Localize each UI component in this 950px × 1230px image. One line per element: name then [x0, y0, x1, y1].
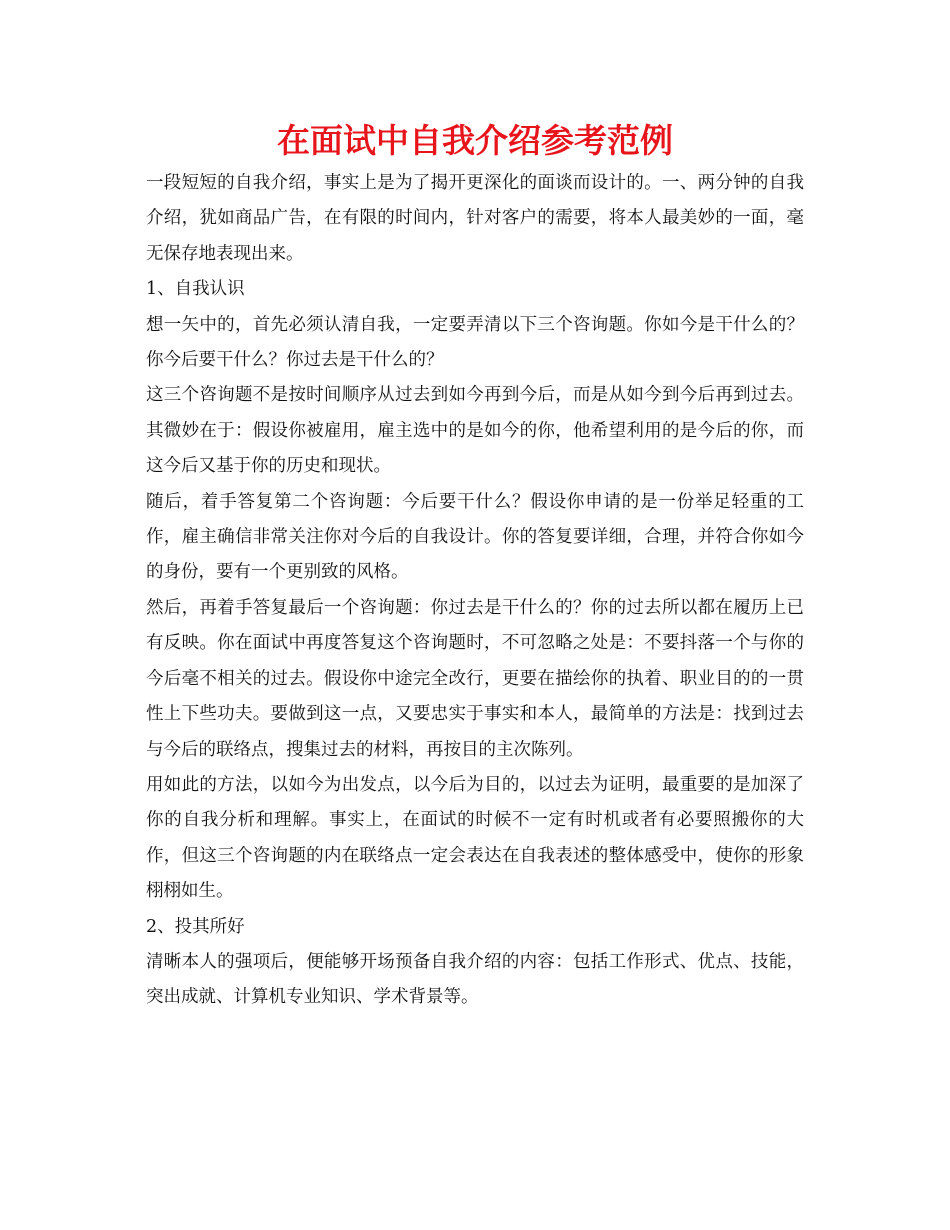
section-heading-cater: 2、投其所好	[146, 916, 245, 937]
section-heading-self-knowledge: 1、自我认识	[146, 279, 245, 300]
paragraph-past: 然后，再着手答复最后一个咨询题：你过去是干什么的？你的过去所以都在履历上已有反映。你在面试中再度答复这个咨询题时，不可忽略之处是：不要抖落一个与你的今后毫不相关的过去。假设你中途完全改行，更要在描绘你的执着、职业目的的一贯性上下些功夫。要做到这一点，又要忠实于事实和本人，最简单的方法是：找到过去与今后的联络点，搜集过去的材料，再按目的主次陈列。	[146, 597, 804, 760]
paragraph-method: 用如此的方法，以如今为出发点，以今后为目的，以过去为证明，最重要的是加深了你的自我分析和理解。事实上，在面试的时候不一定有时机或者有必要照搬你的大作，但这三个咨询题的内在联络点一定会表达在自我表述的整体感受中，使你的形象栩栩如生。	[146, 774, 804, 902]
document-title: 在面试中自我介绍参考范例	[277, 121, 673, 160]
document-body	[146, 166, 804, 1016]
paragraph-future: 随后，着手答复第二个咨询题：今后要干什么？假设你申请的是一份举足轻重的工作，雇主确信非常关注你对今后的自我设计。你的答复要详细，合理，并符合你如今的身份，要有一个更别致的风格。	[146, 491, 804, 583]
paragraph-strengths: 清晰本人的强项后，便能够开场预备自我介绍的内容：包括工作形式、优点、技能，突出成就、计算机专业知识、学术背景等。	[146, 951, 804, 1008]
paragraph-intro: 一段短短的自我介绍，事实上是为了揭开更深化的面谈而设计的。一、两分钟的自我介绍，犹如商品广告，在有限的时间内，针对客户的需要，将本人最美妙的一面，毫无保存地表现出来。	[146, 173, 804, 264]
paragraph-question-order: 这三个咨询题不是按时间顺序从过去到如今再到今后，而是从如今到今后再到过去。其微妙在于：假设你被雇用，雇主选中的是如今的你，他希望利用的是今后的你，而这今后又基于你的历史和现状。	[146, 385, 804, 477]
paragraph-three-questions: 想一矢中的，首先必须认清自我，一定要弄清以下三个咨询题。你如今是干什么的？你今后要干什么？你过去是干什么的？	[146, 314, 804, 371]
